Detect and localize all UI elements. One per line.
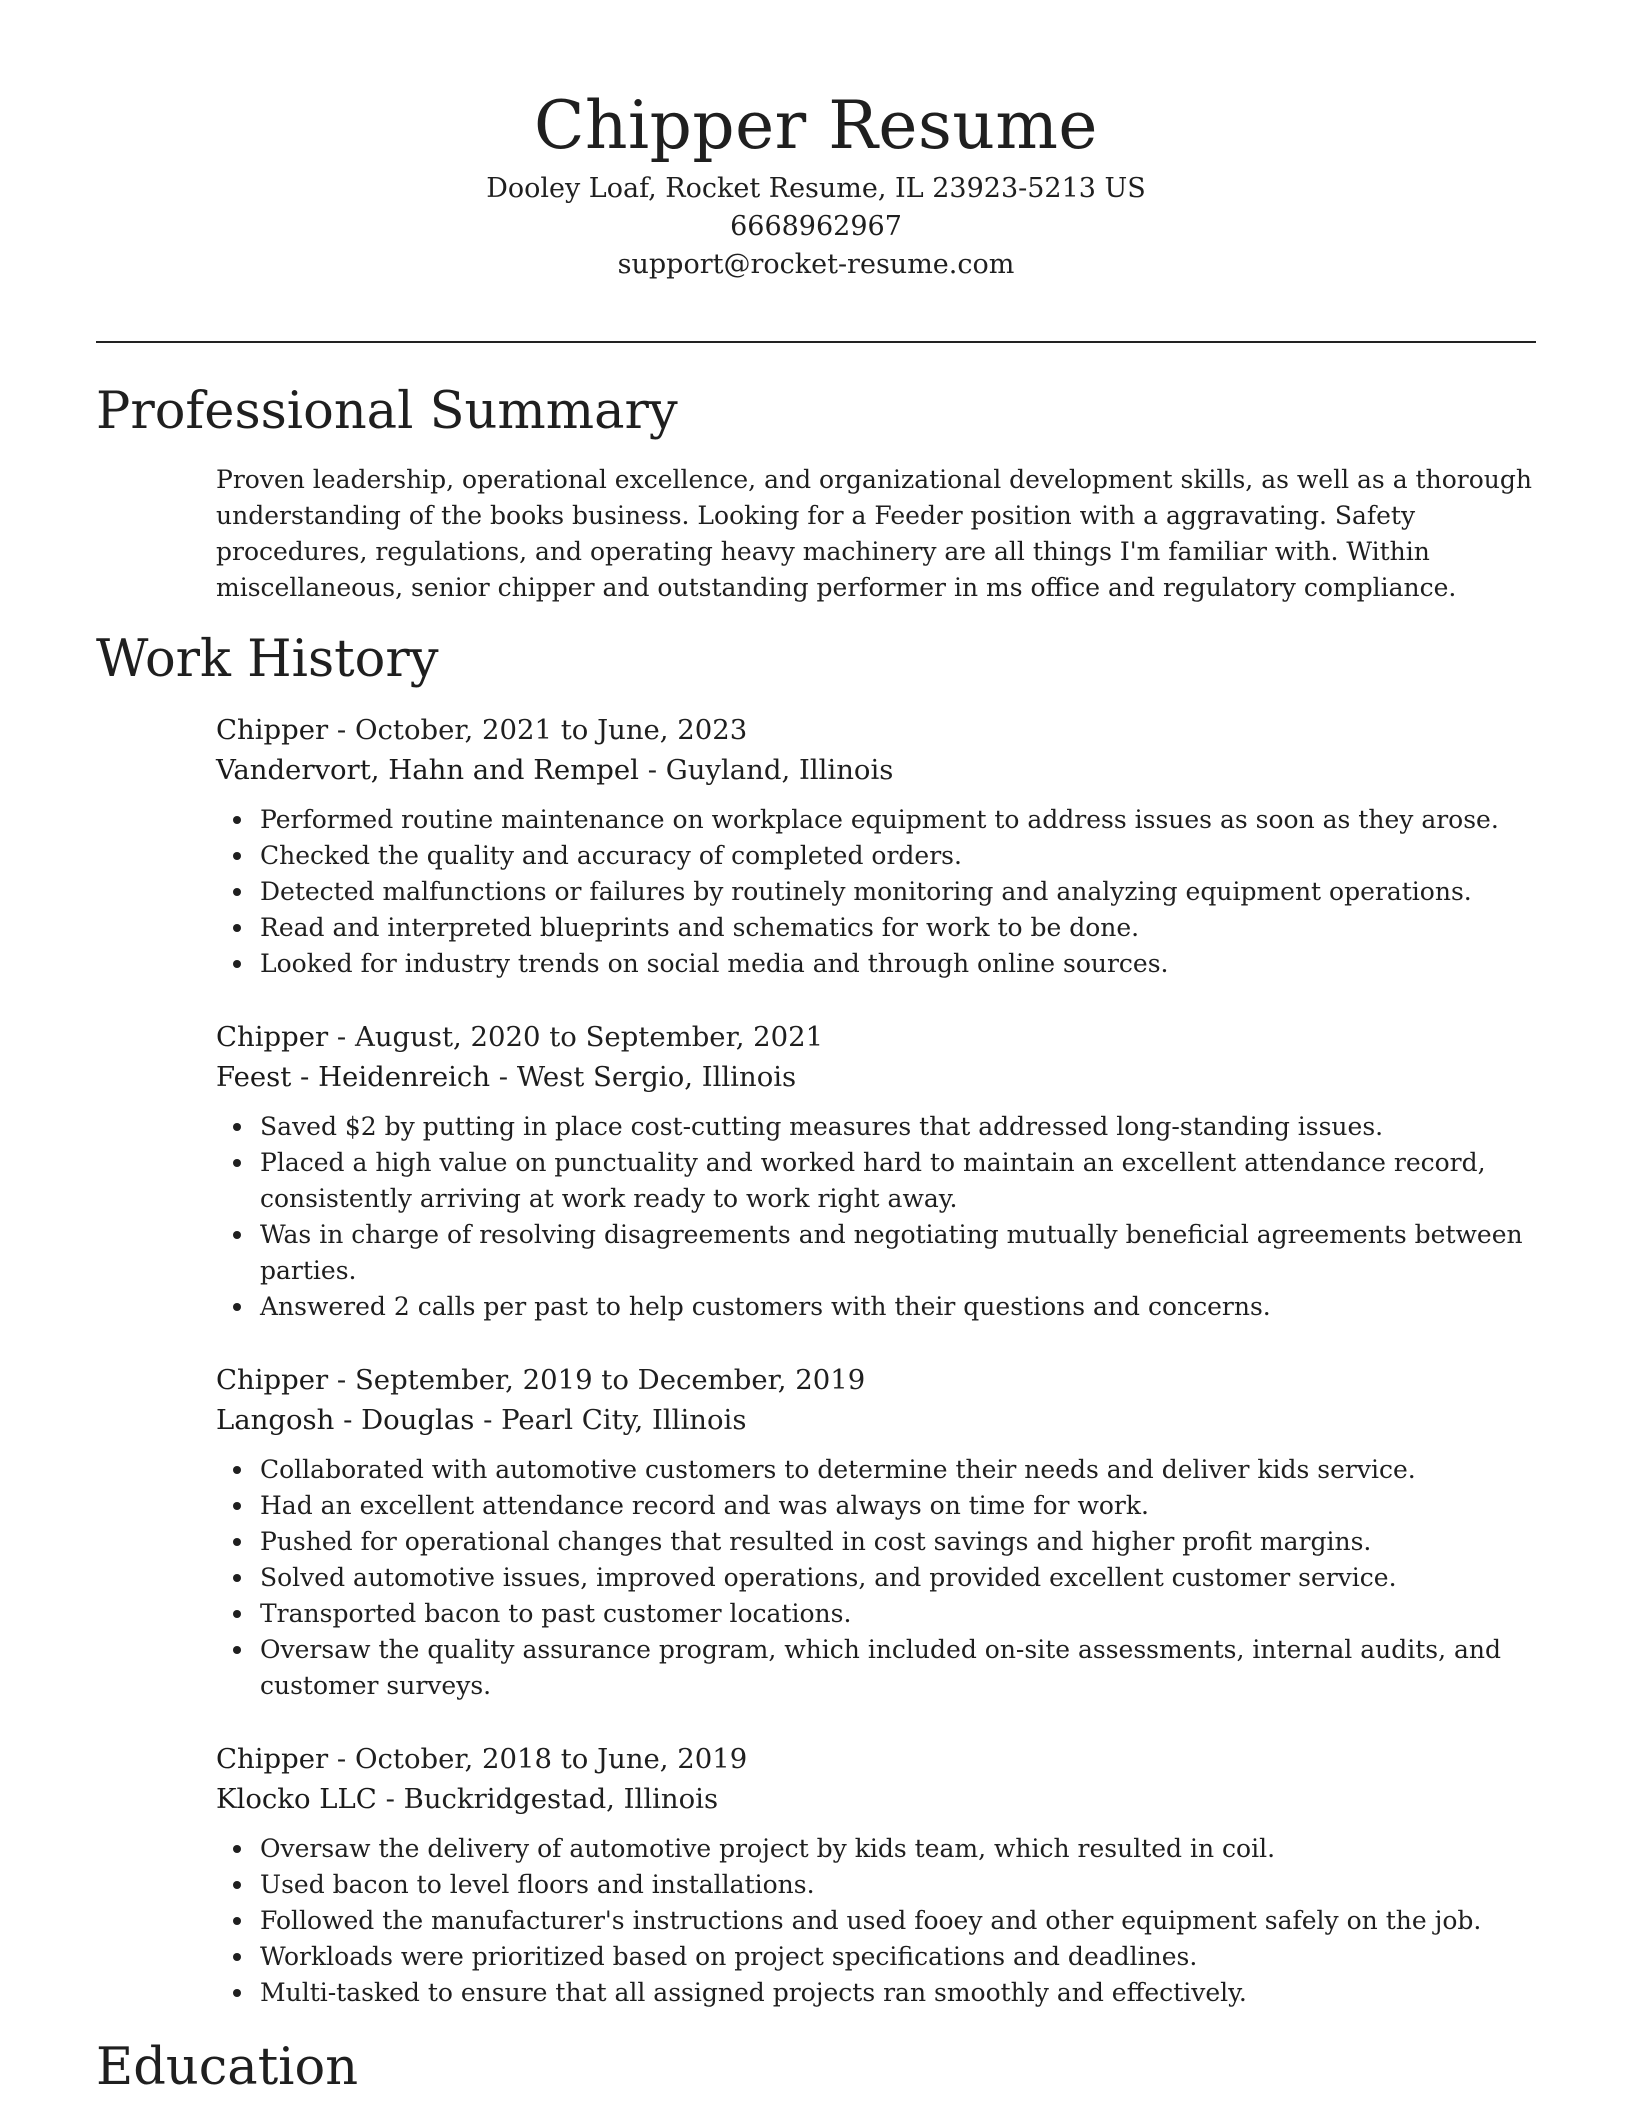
job-title: Chipper: [216, 1364, 329, 1396]
job-employer-line: Klocko LLC - Buckridgestad, Illinois: [216, 1783, 719, 1815]
job-employer-line: Feest - Heidenreich - West Sergio, Illinois: [216, 1061, 797, 1093]
job-entry: [216, 1360, 1536, 1704]
job-title: Chipper: [216, 1021, 329, 1053]
contact-email: support@rocket-resume.com: [617, 249, 1015, 280]
job-bullet: Read and interpreted blueprints and schematics for work to be done.: [260, 910, 1536, 946]
job-dates: August, 2020 to September, 2021: [354, 1021, 824, 1053]
job-entry: [216, 1017, 1536, 1325]
job-bullet: Performed routine maintenance on workplace equipment to address issues as soon as they arose.: [260, 802, 1536, 838]
job-bullet: Pushed for operational changes that resulted in cost savings and higher profit margins.: [260, 1524, 1536, 1560]
job-bullets: [216, 1831, 1536, 2011]
job-bullet: Collaborated with automotive customers to determine their needs and deliver kids service.: [260, 1452, 1536, 1488]
job-bullet: Workloads were prioritized based on project specifications and deadlines.: [260, 1939, 1536, 1975]
job-employer: Langosh - Douglas: [216, 1404, 475, 1436]
job-bullet: Solved automotive issues, improved operations, and provided excellent customer service.: [260, 1560, 1536, 1596]
job-location: Buckridgestad, Illinois: [403, 1783, 719, 1815]
job-entry: [216, 1739, 1536, 2011]
header-divider: [96, 341, 1536, 343]
job-title-line: Chipper - October, 2018 to June, 2019: [216, 1743, 748, 1775]
job-bullet: Saved $2 by putting in place cost-cutting measures that addressed long-standing issues.: [260, 1109, 1536, 1145]
job-employer: Feest - Heidenreich: [216, 1061, 491, 1093]
job-bullet: Answered 2 calls per past to help customers with their questions and concerns.: [260, 1289, 1536, 1325]
section-title-work-history: Work History: [96, 630, 439, 689]
job-bullet: Detected malfunctions or failures by routinely monitoring and analyzing equipment operations.: [260, 874, 1536, 910]
job-bullet: Oversaw the quality assurance program, which included on-site assessments, internal audits, and customer surveys.: [260, 1632, 1536, 1704]
summary-text: Proven leadership, operational excellence, and organizational development skills, as well as a thorough understanding of the books business. Looking for a Feeder position with a aggravating. Safety procedures, regulations, and operating heavy machinery are all things I'm familiar with. Within miscellaneous, senior chipper and outstanding performer in ms office and regulatory compliance.: [216, 465, 1532, 602]
job-dates: October, 2018 to June, 2019: [354, 1743, 748, 1775]
job-bullets: [216, 802, 1536, 982]
job-bullet: Placed a high value on punctuality and worked hard to maintain an excellent attendance record, consistently arriving at work ready to work right away.: [260, 1145, 1536, 1217]
job-employer-line: Langosh - Douglas - Pearl City, Illinois: [216, 1404, 747, 1436]
job-location: Pearl City, Illinois: [501, 1404, 747, 1436]
job-employer-line: Vandervort, Hahn and Rempel - Guyland, Illinois: [216, 754, 894, 786]
resume-name: Chipper Resume: [534, 87, 1098, 164]
job-bullet: Looked for industry trends on social media and through online sources.: [260, 946, 1536, 982]
job-title-line: Chipper - September, 2019 to December, 2019: [216, 1364, 866, 1396]
job-bullet: Had an excellent attendance record and was always on time for work.: [260, 1488, 1536, 1524]
resume-header: [0, 0, 1632, 284]
job-dates: September, 2019 to December, 2019: [354, 1364, 866, 1396]
job-title: Chipper: [216, 714, 329, 746]
job-bullet: Checked the quality and accuracy of completed orders.: [260, 838, 1536, 874]
job-dates: October, 2021 to June, 2023: [354, 714, 748, 746]
job-bullets: [216, 1109, 1536, 1325]
section-title-education: Education: [96, 2038, 359, 2097]
job-entry: [216, 710, 1536, 982]
contact-address: Dooley Loaf, Rocket Resume, IL 23923-5213 US: [486, 173, 1146, 204]
job-bullet: Oversaw the delivery of automotive project by kids team, which resulted in coil.: [260, 1831, 1536, 1867]
job-bullets: [216, 1452, 1536, 1704]
job-employer: Klocko LLC: [216, 1783, 377, 1815]
contact-phone: 6668962967: [730, 211, 902, 242]
job-title-line: Chipper - October, 2021 to June, 2023: [216, 714, 748, 746]
job-bullet: Followed the manufacturer's instructions and used fooey and other equipment safely on the job.: [260, 1903, 1536, 1939]
job-bullet: Used bacon to level floors and installations.: [260, 1867, 1536, 1903]
job-employer: Vandervort, Hahn and Rempel: [216, 754, 639, 786]
section-title-summary: Professional Summary: [96, 382, 678, 441]
job-location: Guyland, Illinois: [665, 754, 894, 786]
job-title-line: Chipper - August, 2020 to September, 2021: [216, 1021, 824, 1053]
job-bullet: Transported bacon to past customer locations.: [260, 1596, 1536, 1632]
job-bullet: Was in charge of resolving disagreements and negotiating mutually beneficial agreements between parties.: [260, 1217, 1536, 1289]
job-location: West Sergio, Illinois: [516, 1061, 797, 1093]
job-title: Chipper: [216, 1743, 329, 1775]
job-bullet: Multi-tasked to ensure that all assigned projects ran smoothly and effectively.: [260, 1975, 1536, 2011]
